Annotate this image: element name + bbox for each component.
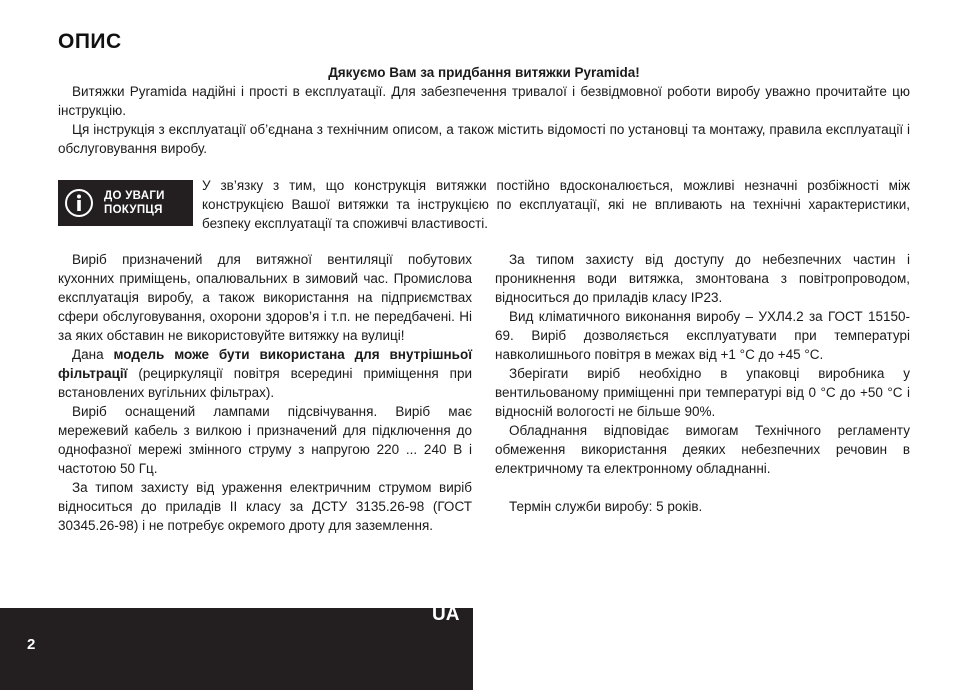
body-paragraph: За типом захисту від ураження електричним струмом виріб відноситься до приладів II класу за ДСТУ 3135.26-98 (ГОСТ 30345.26-98) і не потребує окремого дроту для заземлення. (58, 480, 472, 533)
notice-label-line: ДО УВАГИ (104, 190, 165, 202)
notice-label (104, 189, 165, 217)
footer-bar (0, 608, 473, 690)
info-circle-icon (64, 188, 94, 218)
notice-label-line: ПОКУПЦЯ (104, 204, 163, 216)
thanks-heading: Дякуємо Вам за придбання витяжки Pyramida! (328, 65, 640, 80)
buyer-notice-badge (58, 180, 193, 226)
body-paragraph: Виріб призначений для витяжної вентиляції побутових кухонних приміщень, опалювальних в зимовий час. Промислова експлуатація виробу, а також використання на підприємствах сфери обслуговування, охорони здоров’я і т.п. не передбачені. Ні за яких обставин не використовуйте витяжку на вулиці! (58, 252, 472, 343)
service-life: Термін служби виробу: 5 років. (509, 499, 703, 514)
paragraph-spacer (495, 478, 910, 497)
body-paragraph (58, 345, 472, 402)
body-paragraph: Вид кліматичного виконання виробу – УХЛ4.2 за ГОСТ 15150-69. Виріб дозволяється експлуатувати при температурі навколишнього повітря в межах від +1 °С до +45 °С. (495, 309, 910, 362)
paragraph-text: Дана (72, 347, 114, 362)
body-paragraph: Виріб оснащений лампами підсвічування. Виріб має мережевий кабель з вилкою і призначений для підключення до однофазної мережі змінного струму з напругою 220 ... 240 В і частотою 50 Гц. (58, 404, 472, 476)
bold-phrase: модель може бути використана для внутрішньої фільтрації (58, 347, 472, 381)
left-column (58, 250, 472, 535)
intro-paragraph: Ця інструкція з експлуатації об’єднана з технічним описом, а також містить відомості по установці та монтажу, правила експлуатації і обслуговування виробу. (58, 122, 910, 156)
body-paragraph: Зберігати виріб необхідно в упаковці виробника у вентильованому приміщенні при температурі від 0 °С до +50 °С і відносній вологості не більше 90%. (495, 366, 910, 419)
body-paragraph: Обладнання відповідає вимогам Технічного регламенту обмеження використання деяких небезпечних речовин в електричному та електронному обладнанні. (495, 423, 910, 476)
intro-paragraph: Витяжки Pyramida надійні і прості в експлуатації. Для забезпечення тривалої і безвідмовної роботи виробу уважно прочитайте цю інструкцію. (58, 84, 910, 118)
paragraph-text: (рециркуляції повітря всередині приміщення при встановлених вугільних фільтрах). (58, 366, 472, 400)
body-paragraph: За типом захисту від доступу до небезпечних частин і проникнення води витяжка, змонтована з повітропроводом, відноситься до приладів класу IP23. (495, 252, 910, 305)
language-code: UA (432, 604, 460, 625)
notice-text: У зв’язку з тим, що конструкція витяжки постійно вдосконалюється, можливі незначні розбіжності між конструкцією Вашої витяжки та інструкцією по експлуатації, які не впливають на технічні характеристики, безпеку експлуатації та споживчі властивості. (202, 178, 910, 231)
right-column (495, 250, 910, 516)
page-number: 2 (27, 636, 36, 653)
intro-section (58, 82, 910, 158)
page-title: ОПИС (58, 30, 122, 53)
